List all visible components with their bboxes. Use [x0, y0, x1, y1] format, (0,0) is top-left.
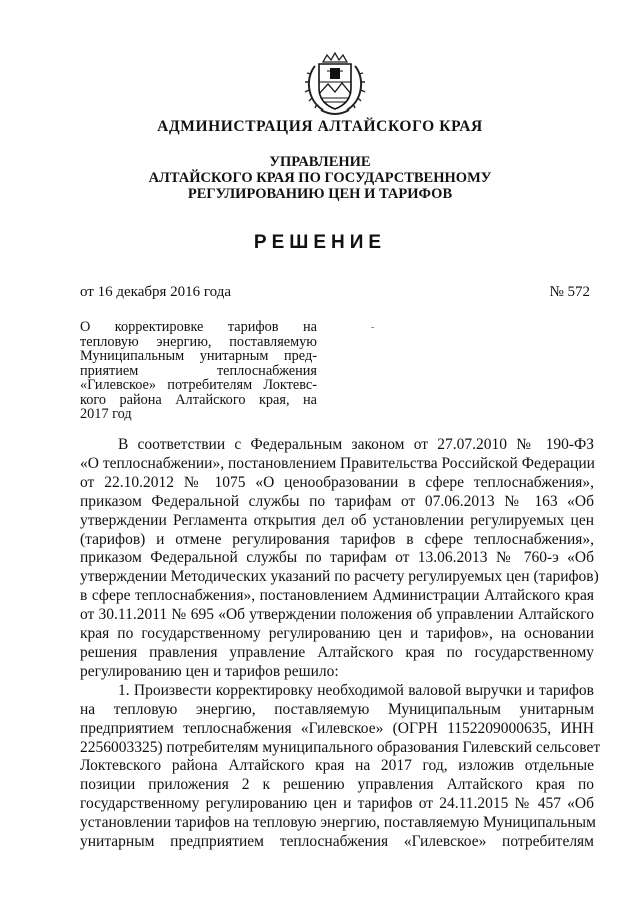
scan-artifact-mark: - — [371, 322, 375, 333]
subject-line: приятием теплоснабжения — [80, 362, 317, 379]
body-line: утверждении Регламента открытия дел об установлении регулируемых цен — [80, 511, 594, 529]
subject-line: кого района Алтайского края, на — [80, 391, 317, 408]
subject-line: 2017 год — [80, 406, 132, 422]
department-heading-line-1: УПРАВЛЕНИЕ — [269, 154, 371, 170]
body-line: предприятием теплоснабжения «Гилевское» (ОГРН 1152209000635, ИНН — [80, 719, 594, 737]
body-line: регулированию цен и тарифов решило: — [80, 662, 339, 680]
body-line: (тарифов) и отмене регулирования тарифов в сфере теплоснабжения», — [80, 530, 594, 548]
body-line: от 22.10.2012 № 1075 «О ценообразовании в сфере теплоснабжения», — [80, 473, 594, 491]
body-line: края по государственному регулированию цен и тарифов», на основании — [80, 625, 594, 643]
body-line: В соответствии с Федеральным законом от 27.07.2010 № 190-ФЗ — [118, 436, 594, 453]
decision-subject — [80, 320, 317, 422]
administration-heading: АДМИНИСТРАЦИЯ АЛТАЙСКОГО КРАЯ — [157, 118, 483, 135]
department-heading-line-3: РЕГУЛИРОВАНИЮ ЦЕН И ТАРИФОВ — [187, 186, 453, 202]
body-line: позиции приложения 2 к решению управления Алтайского края по — [80, 776, 594, 794]
body-line: на тепловую энергию, поставляемую Муниципальным унитарным — [80, 700, 594, 718]
decision-number: № 572 — [549, 284, 590, 300]
altai-coat-of-arms-icon — [301, 52, 369, 118]
body-line: установлении тарифов на тепловую энергию, поставляемую Муниципальным — [80, 814, 596, 832]
body-line: государственному регулированию цен и тарифов от 24.11.2015 № 457 «Об — [80, 795, 594, 813]
body-line: в сфере теплоснабжения», постановлением Администрации Алтайского края — [80, 587, 594, 605]
body-line: от 30.11.2011 № 695 «Об утверждении положения об управлении Алтайского — [80, 606, 594, 624]
body-line: Локтевского района Алтайского края на 2017 год, изложив отдельные — [80, 757, 594, 775]
body-line: решения правления управление Алтайского края по государственному — [80, 643, 594, 661]
body-line: утверждении Методических указаний по расчету регулируемых цен (тарифов) — [80, 568, 599, 586]
department-heading-line-2: АЛТАЙСКОГО КРАЯ ПО ГОСУДАРСТВЕННОМУ — [148, 170, 492, 186]
body-line: унитарным предприятием теплоснабжения «Гилевское» потребителям — [80, 833, 594, 851]
document-title: РЕШЕНИЕ — [253, 232, 387, 253]
decision-date: от 16 декабря 2016 года — [80, 284, 232, 300]
body-line: приказом Федеральной службы по тарифам от 07.06.2013 № 163 «Об — [80, 492, 594, 510]
body-line: приказом Федеральной службы по тарифам от 13.06.2013 № 760-э «Об — [80, 549, 594, 567]
decision-body — [80, 436, 601, 852]
subject-line: «Гилевское» потребителям Локтевс- — [80, 377, 317, 393]
subject-line: тепловую энергию, поставляемую — [80, 333, 317, 350]
subject-line: О корректировке тарифов на — [80, 319, 317, 335]
body-line: 1. Произвести корректировку необходимой валовой выручки и тарифов — [118, 681, 594, 699]
body-line: 2256003325) потребителям муниципального образования Гилевский сельсовет — [80, 738, 601, 756]
subject-line: Муниципальным унитарным пред- — [80, 348, 317, 364]
body-line: «О теплоснабжении», постановлением Правительства Российской Федерации — [80, 454, 595, 472]
